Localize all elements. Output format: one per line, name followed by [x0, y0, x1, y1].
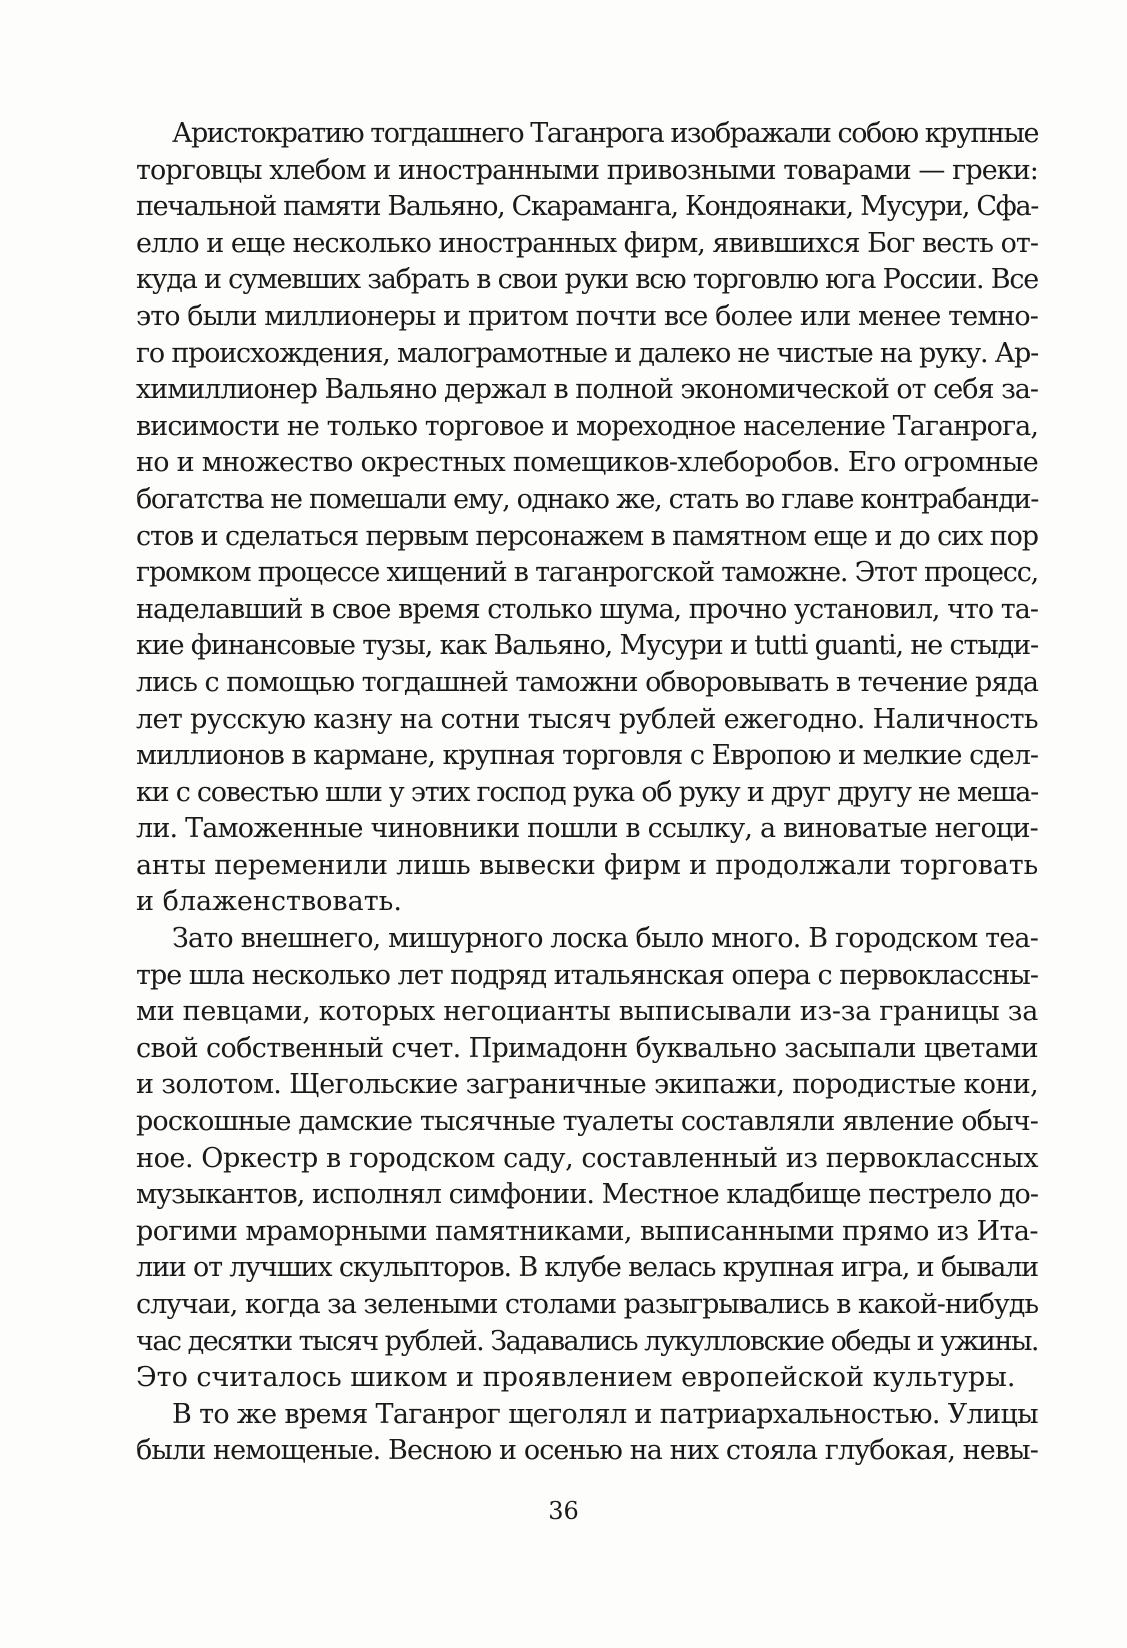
text-line: торговцы хлебом и иностранными привозными товарами — греки: — [136, 154, 1038, 186]
text-line: елло и еще несколько иностранных фирм, явившихся Бог весть от- — [136, 227, 1038, 259]
text-line: химиллионер Вальяно держал в полной экономической от себя за- — [136, 374, 1038, 406]
text-line: лии от лучших скульпторов. В клубе велась крупная игра, и бывали — [136, 1252, 1038, 1284]
text-line: тре шла несколько лет подряд итальянская опера с первоклассны- — [136, 959, 1038, 991]
text-line: Зато внешнего, мишурного лоска было много. В городском теа- — [172, 923, 1038, 955]
text-line: печальной памяти Вальяно, Скараманга, Кондоянаки, Мусури, Сфа- — [136, 191, 1038, 223]
text-line: ми певцами, которых негоцианты выписывали из-за границы за — [136, 996, 1038, 1028]
text-line: и блаженствовать. — [136, 886, 402, 918]
text-line: но и множество окрестных помещиков-хлеборобов. Его огромные — [136, 447, 1038, 479]
text-line: го происхождения, малограмотные и далеко не чистые на руку. Ар- — [136, 337, 1038, 369]
text-line: ли. Таможенные чиновники пошли в ссылку, а виноватые негоци- — [136, 813, 1038, 845]
text-line: наделавший в свое время столько шума, прочно установил, что та- — [136, 593, 1038, 625]
text-line: и золотом. Щегольские заграничные экипажи, породистые кони, — [136, 1069, 1038, 1101]
text-line: были немощеные. Весною и осенью на них стояла глубокая, невы- — [136, 1435, 1038, 1467]
text-line: случаи, когда за зелеными столами разыгрывались в какой-нибудь — [136, 1289, 1038, 1320]
text-line: роскошные дамские тысячные туалеты составляли явление обыч- — [136, 1106, 1038, 1138]
text-line: кие финансовые тузы, как Вальяно, Мусури и tutti guanti, не стыди- — [136, 630, 1038, 662]
text-line: это были миллионеры и притом почти все более или менее темно- — [136, 300, 1038, 332]
text-line: В то же время Таганрог щеголял и патриархальностью. Улицы — [172, 1398, 1038, 1430]
page-number: 36 — [548, 1497, 579, 1525]
text-line: рогими мраморными памятниками, выписанными прямо из Ита- — [136, 1215, 1038, 1247]
text-line: богатства не помешали ему, однако же, стать во главе контрабанди- — [136, 483, 1038, 515]
text-line: Аристократию тогдашнего Таганрога изображали собою крупные — [172, 118, 1039, 149]
text-line: миллионов в кармане, крупная торговля с Европою и мелкие сдел- — [136, 740, 1038, 772]
text-line: музыкантов, исполнял симфонии. Местное кладбище пестрело до- — [136, 1179, 1038, 1211]
text-line: Это считалось шиком и проявлением европейской культуры. — [136, 1362, 1016, 1394]
text-line: громком процессе хищений в таганрогской таможне. Этот процесс, — [136, 557, 1038, 589]
text-line: ное. Оркестр в городском саду, составленный из первоклассных — [136, 1142, 1038, 1174]
text-line: висимости не только торговое и мореходное население Таганрога, — [136, 410, 1038, 442]
text-line: час десятки тысяч рублей. Задавались лукулловские обеды и ужины. — [136, 1325, 1038, 1357]
text-line: куда и сумевших забрать в свои руки всю торговлю юга России. Все — [136, 264, 1038, 296]
text-line: стов и сделаться первым персонажем в памятном еще и до сих пор — [136, 520, 1038, 552]
text-line: лись с помощью тогдашней таможни обворовывать в течение ряда — [136, 666, 1038, 698]
text-line: анты переменили лишь вывески фирм и продолжали торговать — [136, 849, 1038, 881]
page-text — [136, 116, 1038, 1470]
text-line: ки с совестью шли у этих господ рука об руку и друг другу не меша- — [136, 776, 1039, 808]
text-line: лет русскую казну на сотни тысяч рублей ежегодно. Наличность — [136, 703, 1038, 735]
text-line: свой собственный счет. Примадонн буквально засыпали цветами — [136, 1032, 1038, 1064]
